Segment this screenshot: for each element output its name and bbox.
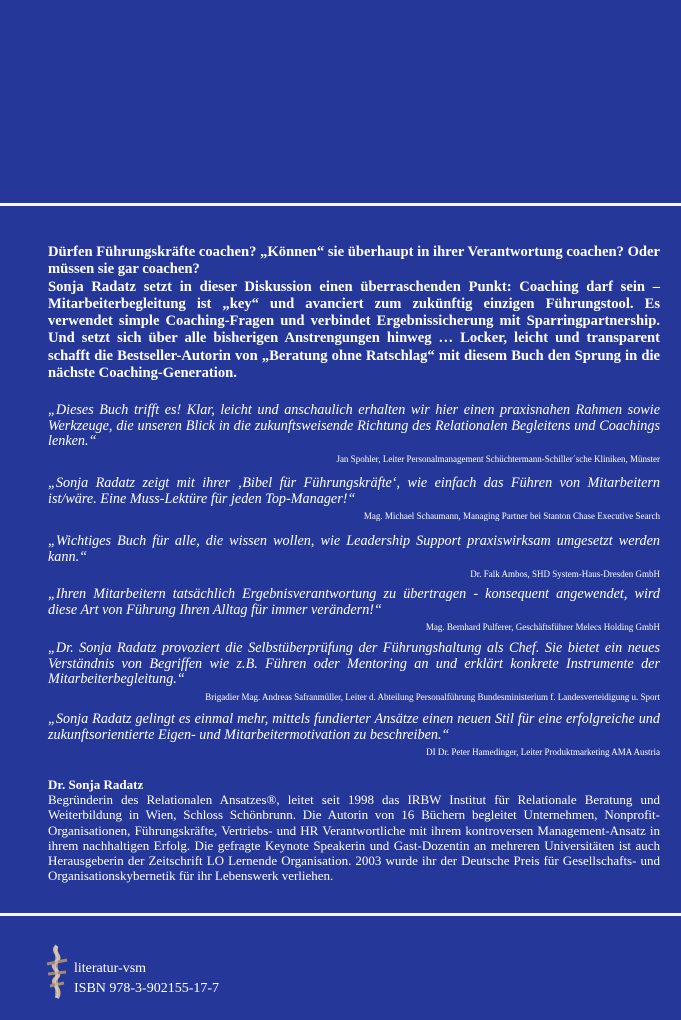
testimonial (48, 712, 660, 758)
testimonial (48, 403, 660, 465)
top-divider (0, 203, 681, 206)
testimonial-text: „Dieses Buch trifft es! Klar, leicht und anschaulich erhalten wir hier einen praxisnahen Rahmen sowie Werkzeuge, die unseren Blick in die zukunftsweisende Richtung des Relationalen Begleitens und Coachings lenken.“ (48, 402, 660, 450)
publisher-block (44, 944, 344, 1000)
testimonial (48, 587, 660, 633)
author-bio: Begründerin des Relationalen Ansatzes®, leitet seit 1998 das IRBW Institut für Relationale Beratung und Weiterbildung in Wien, Schloss Schönbrunn. Die Autorin von 16 Büchern begleitet Unternehmen, Nonprofit-Organisationen, Führungskräfte, Vertriebs- und HR Verantwortliche mit ihrem kontroversen Management-Ansatz in ihrem nachhaltigen Erfolg. Die gefragte Keynote Speakerin und Gast-Dozentin an mehreren Universitäten ist auch Herausgeberin der Zeitschrift LO Lernende Organisation. 2003 wurde ihr der Deutsche Preis für Gesellschafts- und Organisationskybernetik für ihr Lebenswerk verliehen. (48, 792, 660, 884)
blurb-question: Dürfen Führungskräfte coachen? „Können“ sie überhaupt in ihrer Verantwortung coachen? Oder müssen sie gar coachen? (48, 244, 660, 278)
testimonial-text: „Sonja Radatz gelingt es einmal mehr, mittels fundierter Ansätze einen neuen Stil für eine erfolgreiche und zukunftsorientierte Eigen- und Mitarbeitermotivation zu beschreiben.“ (48, 711, 660, 743)
publisher-name: literatur-vsm (74, 961, 147, 976)
testimonial-source: DI Dr. Peter Hamedinger, Leiter Produktmarketing AMA Austria (426, 747, 660, 758)
testimonial (48, 476, 660, 522)
blurb-body: Sonja Radatz setzt in dieser Diskussion einen überraschenden Punkt: Coaching darf sein – Mitarbeiterbegleitung ist „key“ und avanciert zum zukünftig einzigen Führungstool. Es verwendet simple Coaching-Fragen und verbindet Ergebnissicherung mit Sparringpartnership. Und setzt sich über alle bisherigen Anstrengungen hinweg … Locker, leicht und transparent schafft die Bestseller-Autorin von „Beratung ohne Ratschlag“ mit diesem Buch den Sprung in die nächste Coaching-Generation. (48, 278, 660, 382)
testimonial-text: „Wichtiges Buch für alle, die wissen wollen, wie Leadership Support praxiswirksam umgesetzt werden kann.“ (48, 533, 660, 565)
author-name: Dr. Sonja Radatz (48, 777, 144, 792)
testimonial-source: Brigadier Mag. Andreas Safranmüller, Leiter d. Abteilung Personalführung Bundesministerium f. Landesverteidigung u. Sport (205, 691, 660, 702)
twisted-ribbon-logo-icon (44, 944, 70, 1000)
testimonial-text: „Dr. Sonja Radatz provoziert die Selbstüberprüfung der Führungshaltung als Chef. Sie bietet ein neues Verständnis von Begriffen wie z.B. Führen oder Mentoring an und erklärt konkrete Instrumente der Mitarbeiterbegleitung.“ (48, 640, 660, 688)
author-section (48, 777, 660, 883)
testimonial-source: Dr. Falk Ambos, SHD System-Haus-Dresden GmbH (470, 569, 660, 580)
testimonial (48, 641, 660, 703)
blurb-intro (48, 244, 660, 382)
testimonial-source: Mag. Michael Schaumann, Managing Partner bei Stanton Chase Executive Search (363, 511, 660, 522)
bottom-divider (0, 913, 681, 916)
testimonial (48, 534, 660, 580)
testimonial-text: „Sonja Radatz zeigt mit ihrer ‚Bibel für Führungskräfte‘, wie einfach das Führen von Mitarbeitern ist/wäre. Eine Muss-Lektüre für jeden Top-Manager!“ (48, 475, 660, 507)
testimonial-source: Jan Spohler, Leiter Personalmanagement Schüchtermann-Schiller´sche Kliniken, Münster (336, 453, 660, 464)
isbn: ISBN 978-3-902155-17-7 (74, 981, 220, 996)
testimonial-text: „Ihren Mitarbeitern tatsächlich Ergebnisverantwortung zu übertragen - konsequent angewendet, wird diese Art von Führung Ihren Alltag für immer verändern!“ (48, 586, 660, 618)
testimonial-source: Mag. Bernhard Pulferer, Geschäftsführer Melecs Holding GmbH (425, 622, 660, 633)
